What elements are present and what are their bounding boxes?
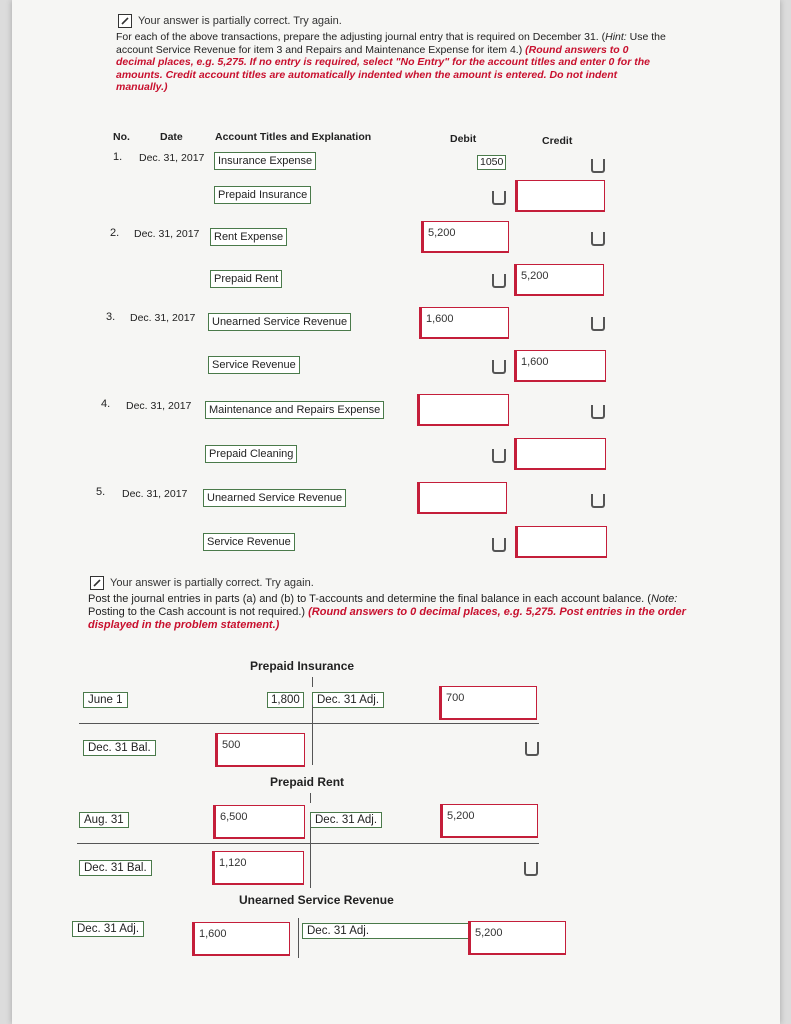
part-a-status: Your answer is partially correct. Try again. [118,14,342,28]
t-divider [312,705,313,765]
empty-indicator-icon [492,191,506,205]
taccount-left-label[interactable]: Aug. 31 [79,812,129,828]
entry-date: Dec. 31, 2017 [122,488,188,500]
taccount-right-value-input[interactable]: 5,200 [440,804,538,838]
debit-account-select[interactable]: Unearned Service Revenue [203,489,346,507]
debit-account-select[interactable]: Unearned Service Revenue [208,313,351,331]
debit-account-select[interactable]: Insurance Expense [214,152,316,170]
entry-number: 1. [113,151,123,163]
taccount-right-label[interactable]: Dec. 31 Adj. [302,923,470,939]
taccount-left-label[interactable]: Dec. 31 Adj. [72,921,144,937]
part-a-instructions: For each of the above transactions, prepare the adjusting journal entry that is required on December 31. (Hint: Use the account Service Revenue for item 3 and Repairs and Maintenance Expense for item 4.) (Round answers to 0 decimal places, e.g. 5,275. If no entry is required, select "No Entry" for the account titles and enter 0 for the amounts. Credit account titles are automatically indented when the amount is entered. Do not indent manually.) [116,31,666,93]
empty-indicator-icon [492,538,506,552]
taccount-title: Prepaid Insurance [250,659,355,673]
t-divider [310,820,311,888]
taccount-balance-input[interactable]: 1,120 [212,851,304,885]
t-divider [312,677,313,687]
col-header-no: No. [113,131,130,143]
pencil-check-icon [118,14,132,28]
entry-date: Dec. 31, 2017 [126,400,192,412]
col-header-account: Account Titles and Explanation [215,131,372,143]
empty-indicator-icon [591,232,605,246]
credit-account-select[interactable]: Service Revenue [208,356,300,374]
col-header-credit: Credit [542,135,573,147]
empty-indicator-icon [591,405,605,419]
debit-amount-input[interactable] [417,394,509,426]
part-b-instructions: Post the journal entries in parts (a) and (b) to T-accounts and determine the final balance in each account balance. (Note: Posting to the Cash account is not required.) (Round answers to 0 decimal places, e.g. 5,275. Post entries in the order displayed in the problem statement.) [88,593,686,631]
debit-amount-input[interactable]: 1,600 [419,307,509,339]
entry-number: 3. [106,311,116,323]
credit-amount-input[interactable] [515,180,605,212]
empty-indicator-icon [492,274,506,288]
empty-indicator-icon [492,449,506,463]
taccount-balance-input[interactable]: 500 [215,733,305,767]
debit-amount-input[interactable]: 5,200 [421,221,509,253]
pencil-check-icon [90,576,104,590]
col-header-date: Date [160,131,183,143]
entry-number: 5. [96,486,106,498]
empty-indicator-icon [591,494,605,508]
taccount-title: Prepaid Rent [270,775,345,789]
taccount-left-label[interactable]: June 1 [83,692,128,708]
taccount-title: Unearned Service Revenue [239,893,394,907]
entry-number: 2. [110,227,120,239]
part-b-status: Your answer is partially correct. Try again. [90,576,314,590]
entry-number: 4. [101,398,111,410]
entry-date: Dec. 31, 2017 [130,312,196,324]
taccount-left-value-input[interactable]: 1,600 [192,922,290,956]
t-divider [310,793,311,803]
debit-account-select[interactable]: Rent Expense [210,228,287,246]
empty-indicator-icon [591,317,605,331]
empty-indicator-icon [591,159,605,173]
entry-date: Dec. 31, 2017 [139,152,205,164]
credit-amount-input[interactable] [515,526,607,558]
t-divider [298,918,299,958]
col-header-debit: Debit [450,133,477,145]
empty-indicator-icon [492,360,506,374]
empty-indicator-icon [525,742,539,756]
taccount-right-value-input[interactable]: 700 [439,686,537,720]
entry-date: Dec. 31, 2017 [134,228,200,240]
debit-amount-input[interactable] [417,482,507,514]
t-horizontal-line [79,723,539,724]
taccount-right-label[interactable]: Dec. 31 Adj. [310,812,382,828]
taccount-right-value-input[interactable]: 5,200 [468,921,566,955]
credit-account-select[interactable]: Prepaid Insurance [214,186,311,204]
debit-account-select[interactable]: Maintenance and Repairs Expense [205,401,384,419]
taccount-left-value[interactable]: 1,800 [267,692,304,708]
worksheet-paper [12,0,780,1024]
credit-amount-input[interactable]: 1,600 [514,350,606,382]
credit-account-select[interactable]: Prepaid Rent [210,270,282,288]
taccount-balance-label[interactable]: Dec. 31 Bal. [83,740,156,756]
taccount-balance-label[interactable]: Dec. 31 Bal. [79,860,152,876]
credit-amount-input[interactable] [514,438,606,470]
t-horizontal-line [77,843,539,844]
credit-amount-input[interactable]: 5,200 [514,264,604,296]
taccount-right-label[interactable]: Dec. 31 Adj. [312,692,384,708]
credit-account-select[interactable]: Prepaid Cleaning [205,445,297,463]
debit-amount-input[interactable]: 1050 [477,155,506,170]
empty-indicator-icon [524,862,538,876]
credit-account-select[interactable]: Service Revenue [203,533,295,551]
taccount-left-value-input[interactable]: 6,500 [213,805,305,839]
